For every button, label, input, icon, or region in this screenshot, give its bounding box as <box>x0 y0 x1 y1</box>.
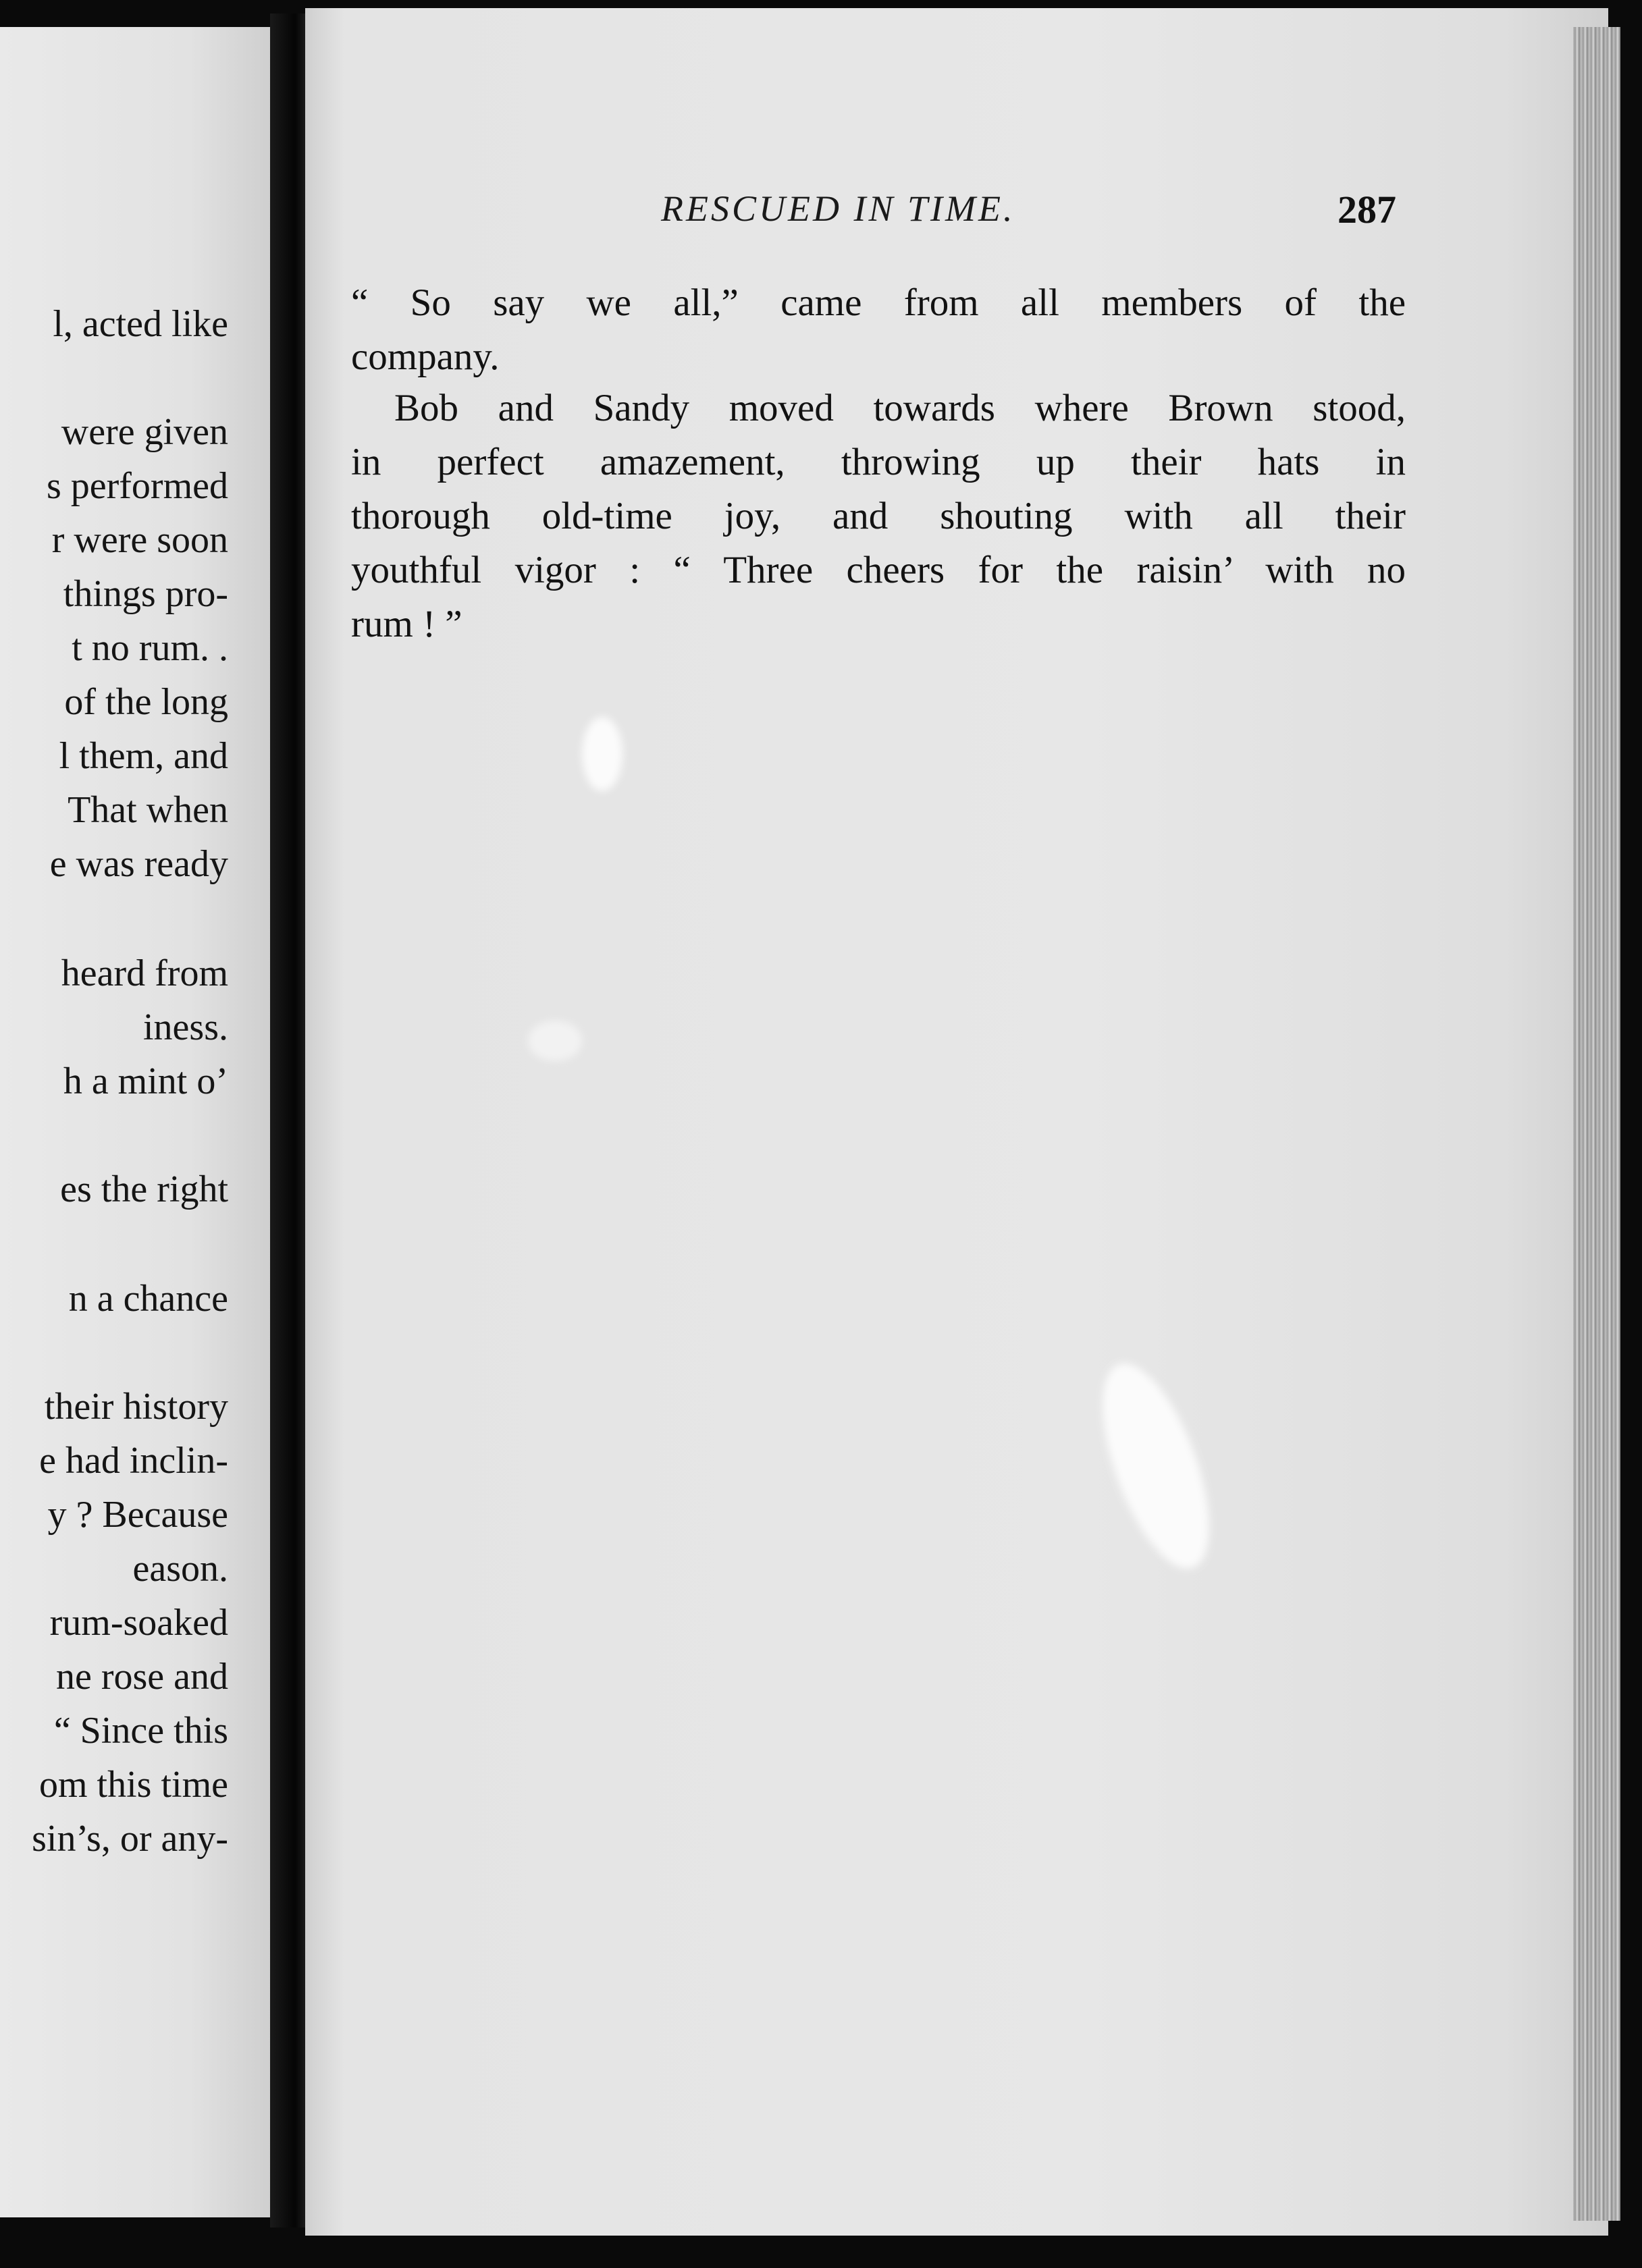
body-line: Bob and Sandy moved towards where Brown stood, <box>394 387 1406 429</box>
left-line: of the long <box>64 681 228 723</box>
left-line: iness. <box>143 1006 228 1048</box>
left-page <box>0 27 270 2217</box>
body-line: thorough old-time joy, and shouting with all their <box>351 495 1406 537</box>
body-line: in perfect amazement, throwing up their hats in <box>351 441 1406 483</box>
left-line: r were soon <box>51 519 228 561</box>
left-line: heard from <box>61 952 228 994</box>
left-line: s performed <box>46 465 228 507</box>
left-line: their history <box>44 1386 228 1428</box>
left-line: y ? Because <box>47 1494 228 1536</box>
scan-speck <box>1081 1351 1231 1582</box>
body-line: company. <box>351 335 500 378</box>
left-line: l, acted like <box>53 303 228 345</box>
left-line: t no rum. . <box>72 627 228 669</box>
scan-speck <box>528 1021 582 1061</box>
left-line: n a chance <box>68 1278 228 1320</box>
left-line: eason. <box>132 1548 228 1590</box>
body-line: youthful vigor : “ Three cheers for the raisin’ with no <box>351 549 1406 591</box>
left-line: ne rose and <box>55 1656 228 1698</box>
left-line: were given <box>61 411 228 453</box>
left-line: om this time <box>39 1764 228 1806</box>
left-line: e had inclin- <box>39 1440 228 1482</box>
scan-border <box>1620 0 1642 2268</box>
scan-speck <box>582 717 623 791</box>
left-line: e was ready <box>49 843 228 885</box>
body-line: “ So say we all,” came from all members of the <box>351 281 1406 324</box>
running-head: RESCUED IN TIME. <box>661 188 1015 229</box>
left-line: es the right <box>60 1168 228 1210</box>
left-line: sin’s, or any- <box>32 1818 228 1860</box>
left-line: l them, and <box>59 735 228 777</box>
left-line: h a mint o’ <box>63 1060 228 1102</box>
left-line: “ Since this <box>53 1710 228 1752</box>
page-number: 287 <box>1338 188 1396 232</box>
left-line: That when <box>68 789 228 831</box>
left-line: things pro- <box>63 573 228 615</box>
left-line: rum-soaked <box>49 1602 228 1644</box>
body-line: rum ! ” <box>351 603 462 645</box>
